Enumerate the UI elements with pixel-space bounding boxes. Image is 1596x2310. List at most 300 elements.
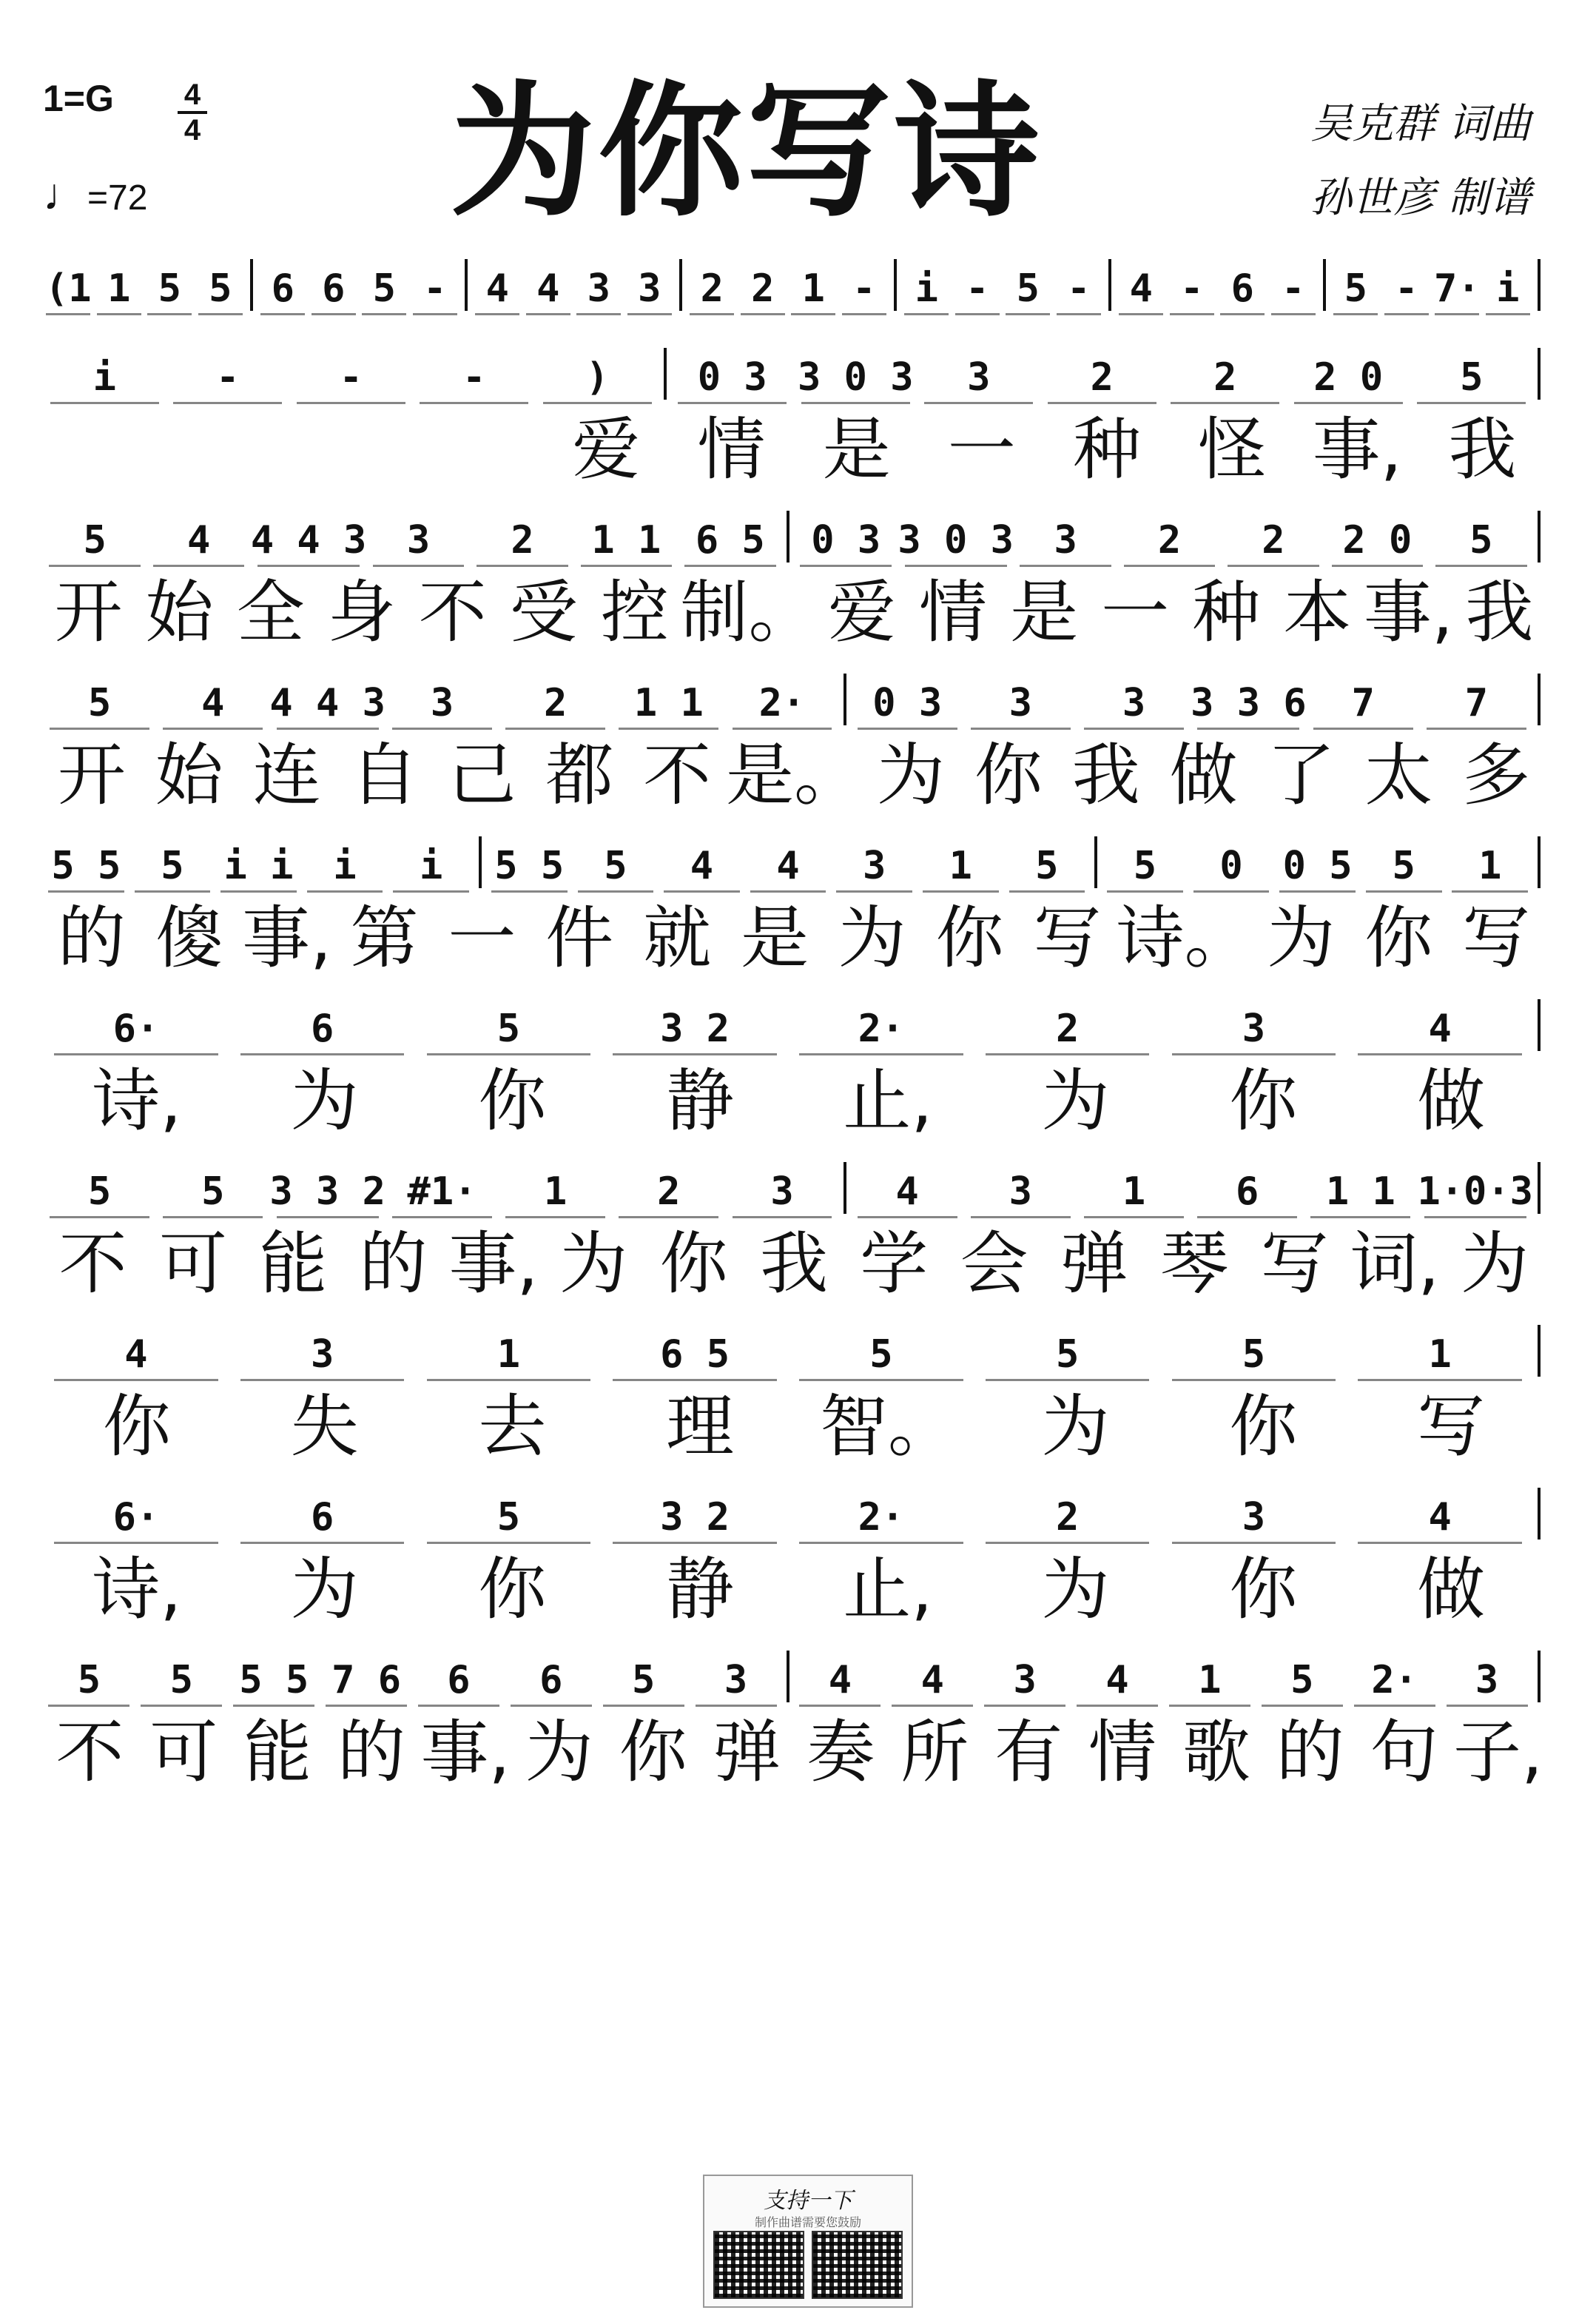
note: 5	[144, 266, 195, 311]
barline	[1094, 836, 1097, 888]
barline	[1538, 1488, 1541, 1540]
note: 5	[573, 844, 659, 888]
lyric-char: 不	[418, 573, 487, 652]
lyric-char: 事,	[1312, 410, 1402, 489]
note: 3	[964, 681, 1077, 725]
lyric-char: 为	[559, 1224, 628, 1303]
lyric-char: 的	[1276, 1713, 1344, 1792]
note: 4	[523, 266, 574, 311]
barline	[787, 1651, 789, 1702]
lyric-char: 本	[1283, 573, 1352, 652]
note: 4	[156, 681, 269, 725]
note: 3	[964, 1169, 1077, 1214]
note: 5	[129, 844, 216, 888]
lyric-char: 太	[1364, 736, 1433, 815]
barline	[894, 259, 897, 311]
note: 3	[624, 266, 676, 311]
note: 3	[385, 681, 499, 725]
lyric-char: 了	[1267, 736, 1336, 815]
notation-line	[43, 1140, 1545, 1214]
notation-line	[43, 651, 1545, 725]
lyric-char: 静	[666, 1061, 735, 1141]
barline	[479, 836, 482, 888]
lyric-char: 为	[876, 736, 945, 815]
lyric-char: 种	[1192, 573, 1261, 652]
notation-line	[43, 1465, 1545, 1540]
note: 3	[831, 844, 917, 888]
barline	[1538, 1162, 1541, 1214]
note: 3	[1441, 1658, 1533, 1702]
note: 5	[974, 1332, 1161, 1377]
note: 2	[471, 518, 574, 563]
lyric-char: 情	[697, 410, 766, 489]
note: 4 4 3	[269, 681, 385, 725]
note: i	[302, 844, 388, 888]
note: 1	[416, 1332, 602, 1377]
lyric-char: 做	[1417, 1550, 1486, 1629]
notation-line	[43, 1628, 1545, 1702]
score-row	[43, 1465, 1545, 1628]
note: 5	[1410, 355, 1534, 400]
note: 3	[979, 1658, 1071, 1702]
note: 2·	[1348, 1658, 1441, 1702]
note: 6·	[43, 1007, 229, 1051]
note: i i	[215, 844, 302, 888]
note: 5	[43, 1169, 156, 1214]
lyric-char: 开	[57, 736, 126, 815]
lyric-char: 是。	[726, 736, 863, 815]
note: 1	[788, 266, 839, 311]
lyric-char: 情	[1088, 1713, 1157, 1792]
note: 6	[257, 266, 309, 311]
note: 5	[597, 1658, 690, 1702]
lyric-char: 你	[102, 1387, 171, 1466]
lyrics-line	[43, 1540, 1545, 1628]
note: 3	[1077, 681, 1191, 725]
lyric-char: 能	[259, 1224, 328, 1303]
notation-line	[43, 488, 1545, 563]
lyric-char: 你	[935, 899, 1004, 978]
lyric-char: 你	[619, 1713, 687, 1792]
lyric-char: 始	[155, 736, 223, 815]
quarter-note-icon: ♩	[43, 169, 87, 219]
lyric-char: 种	[1072, 410, 1141, 489]
lyric-char: 有	[994, 1713, 1063, 1792]
barline	[1538, 259, 1541, 311]
barline	[1108, 259, 1111, 311]
support-qr-card[interactable]	[703, 2175, 913, 2308]
lyric-char: 可	[158, 1224, 227, 1303]
note: 3	[1161, 1007, 1347, 1051]
lyric-char: 写	[1260, 1224, 1329, 1303]
note: 5	[359, 266, 410, 311]
lyric-char: 事,	[1363, 573, 1453, 652]
lyric-char: 是	[1010, 573, 1079, 652]
lyric-char: 的	[337, 1713, 406, 1792]
lyric-char: 的	[359, 1224, 428, 1303]
lyric-char: 为	[290, 1061, 359, 1141]
note: 4	[472, 266, 523, 311]
barline	[1538, 999, 1541, 1051]
note: 1 1	[1304, 1169, 1417, 1214]
note: 0 5	[1274, 844, 1361, 888]
note: 6	[309, 266, 360, 311]
lyric-char: 词,	[1350, 1224, 1440, 1303]
note: 1 1	[574, 518, 678, 563]
lyric-char: 不	[55, 1713, 124, 1792]
lyric-char: 你	[1229, 1061, 1298, 1141]
lyric-char: 你	[1229, 1387, 1298, 1466]
lyrics-line	[43, 1214, 1545, 1303]
note: 3 0 3	[898, 518, 1014, 563]
note: -	[289, 355, 413, 400]
lyric-char: 一	[1101, 573, 1170, 652]
credit-lyrics-music: 吴克群 词曲	[1310, 100, 1531, 148]
lyric-char: 智。	[819, 1387, 956, 1466]
note: 3 2	[602, 1495, 788, 1540]
score-row	[43, 237, 1545, 326]
score-row	[43, 651, 1545, 814]
note: 5	[1361, 844, 1447, 888]
note: 6	[413, 1658, 505, 1702]
note: -	[1381, 266, 1432, 311]
note: 4	[886, 1658, 979, 1702]
lyrics-line	[43, 1051, 1545, 1140]
note: 4	[851, 1169, 964, 1214]
note: 2 0	[1325, 518, 1429, 563]
note: 5	[1256, 1658, 1348, 1702]
lyric-char: 为	[1041, 1550, 1110, 1629]
lyric-char: 诗,	[92, 1061, 182, 1141]
lyric-char: 失	[290, 1387, 359, 1466]
lyric-char: 歌	[1182, 1713, 1250, 1792]
lyric-char: 身	[327, 573, 396, 652]
note: 6	[1191, 1169, 1304, 1214]
note: 7 6	[320, 1658, 413, 1702]
notation-line	[43, 814, 1545, 888]
barline	[1538, 1651, 1541, 1702]
note: #1·	[385, 1169, 499, 1214]
barline	[1538, 348, 1541, 400]
note: 5	[1330, 266, 1381, 311]
note: 0 3	[671, 355, 795, 400]
note: -	[952, 266, 1003, 311]
lyric-char: 傻	[155, 899, 223, 978]
lyric-char: 你	[1229, 1550, 1298, 1629]
note: 5	[1430, 518, 1533, 563]
note: i	[43, 355, 166, 400]
lyric-char: 一	[448, 899, 516, 978]
lyric-char: 子,	[1452, 1713, 1543, 1792]
note: 7	[1307, 681, 1420, 725]
barline	[1538, 674, 1541, 725]
lyric-char: 止,	[843, 1550, 933, 1629]
score-row	[43, 488, 1545, 651]
note: 4	[147, 518, 250, 563]
note: 4	[1347, 1495, 1533, 1540]
time-signature-bottom: 4	[183, 114, 201, 147]
lyric-char: 为	[838, 899, 906, 978]
lyric-char: 你	[478, 1061, 547, 1141]
note: 5	[416, 1007, 602, 1051]
note: 6	[505, 1658, 597, 1702]
note: 5	[788, 1332, 974, 1377]
note: 4	[43, 1332, 229, 1377]
lyric-char: 做	[1169, 736, 1238, 815]
lyric-char: 写	[1033, 899, 1102, 978]
lyric-char: 的	[57, 899, 126, 978]
note: 6·	[43, 1495, 229, 1540]
note: 4	[1347, 1007, 1533, 1051]
note: 2·	[788, 1495, 974, 1540]
lyric-char: 所	[900, 1713, 969, 1792]
note: 1	[1077, 1169, 1191, 1214]
lyric-char: 我	[1448, 410, 1517, 489]
lyrics-line	[43, 1702, 1545, 1791]
note: 6	[229, 1495, 416, 1540]
lyrics-line	[43, 563, 1545, 651]
note: 3 2	[602, 1007, 788, 1051]
note: 4	[1116, 266, 1167, 311]
lyric-char: 我	[1071, 736, 1140, 815]
lyric-char: 你	[478, 1550, 547, 1629]
lyric-char: 做	[1417, 1061, 1486, 1141]
note: 1	[1347, 1332, 1533, 1377]
note: 1	[917, 844, 1004, 888]
note: 2 0	[1287, 355, 1410, 400]
note: 5	[135, 1658, 228, 1702]
lyric-char: 是	[740, 899, 809, 978]
lyric-char: 琴	[1160, 1224, 1229, 1303]
lyric-char: 弹	[713, 1713, 781, 1792]
lyric-char: 怪	[1198, 410, 1267, 489]
note: 2	[1117, 518, 1221, 563]
lyric-char: 多	[1462, 736, 1531, 815]
note: 2	[974, 1495, 1161, 1540]
note: 5	[43, 518, 147, 563]
barline	[844, 674, 846, 725]
note: 5	[43, 1658, 135, 1702]
lyric-char: 止,	[843, 1061, 933, 1141]
lyric-char: 为	[1267, 899, 1336, 978]
note: 3	[366, 518, 470, 563]
barline	[1538, 511, 1541, 563]
lyric-char: 你	[1364, 899, 1433, 978]
note: 5	[156, 1169, 269, 1214]
note: 3	[573, 266, 624, 311]
lyric-char: 都	[545, 736, 614, 815]
key-signature: 1=G	[43, 78, 114, 119]
note: 2	[974, 1007, 1161, 1051]
lyric-char: 连	[252, 736, 321, 815]
note: 1	[1164, 1658, 1256, 1702]
note: -	[839, 266, 890, 311]
score-row	[43, 1628, 1545, 1791]
note: 4 4 3	[250, 518, 367, 563]
score-body	[43, 237, 1545, 1791]
lyric-char: 不	[58, 1224, 127, 1303]
lyric-char: 静	[666, 1550, 735, 1629]
lyric-char: 句	[1370, 1713, 1438, 1792]
score-row	[43, 326, 1545, 488]
support-subtitle: 制作曲谱需要您鼓励	[754, 2215, 861, 2229]
lyrics-line	[43, 725, 1545, 814]
lyric-char: 爱	[572, 410, 641, 489]
note: 5 5	[43, 844, 129, 888]
lyric-char: 爱	[827, 573, 896, 652]
note: 6 5	[602, 1332, 788, 1377]
notation-line	[43, 1303, 1545, 1377]
barline	[250, 259, 253, 311]
note: 4	[745, 844, 832, 888]
lyric-char: 事,	[242, 899, 332, 978]
barline	[465, 259, 468, 311]
note: 5	[1161, 1332, 1347, 1377]
lyric-char: 我	[759, 1224, 828, 1303]
lyric-char: 不	[643, 736, 712, 815]
support-title: 支持一下	[764, 2188, 852, 2214]
time-signature-top: 4	[183, 78, 201, 111]
note: 3 0 3	[794, 355, 917, 400]
barline	[1538, 1325, 1541, 1377]
lyric-char: 就	[643, 899, 712, 978]
lyric-char: 理	[666, 1387, 735, 1466]
tempo-value: =72	[87, 178, 148, 218]
lyric-char: 我	[1465, 573, 1534, 652]
lyric-char: 诗。	[1116, 899, 1253, 978]
notation-line	[43, 977, 1545, 1051]
lyric-char: 你	[974, 736, 1043, 815]
barline	[844, 1162, 846, 1214]
note: 1	[499, 1169, 612, 1214]
lyrics-line	[43, 1377, 1545, 1465]
note: -	[1268, 266, 1319, 311]
note: 2·	[788, 1007, 974, 1051]
lyric-char: 是	[822, 410, 891, 489]
note: 1·0·3	[1417, 1169, 1533, 1214]
lyric-char: 自	[350, 736, 419, 815]
note: 4	[794, 1658, 886, 1702]
lyric-char: 能	[243, 1713, 312, 1792]
lyric-char: 诗,	[92, 1550, 182, 1629]
note: -	[166, 355, 290, 400]
lyric-char: 为	[525, 1713, 593, 1792]
lyric-char: 为	[290, 1550, 359, 1629]
note: 1	[94, 266, 145, 311]
note: 6	[229, 1007, 416, 1051]
note: 3	[917, 355, 1041, 400]
barline	[664, 348, 667, 400]
lyric-char: 奏	[807, 1713, 875, 1792]
lyric-char: 始	[145, 573, 214, 652]
note: (1	[43, 266, 94, 311]
note: i	[388, 844, 474, 888]
note: 3	[1014, 518, 1117, 563]
note: 5 5	[228, 1658, 320, 1702]
note: 5 5	[486, 844, 573, 888]
note: 7·	[1432, 266, 1483, 311]
song-title: 为你写诗	[450, 68, 1043, 237]
lyric-char: 全	[236, 573, 305, 652]
note: 3 3 2	[269, 1169, 385, 1214]
lyric-char: 你	[659, 1224, 728, 1303]
note: 6	[1217, 266, 1268, 311]
barline	[1323, 259, 1326, 311]
note: -	[1167, 266, 1218, 311]
lyric-char: 为	[1461, 1224, 1529, 1303]
barline	[787, 511, 789, 563]
lyric-char: 第	[350, 899, 419, 978]
note: i	[1483, 266, 1534, 311]
note: )	[536, 355, 659, 400]
lyric-char: 开	[54, 573, 123, 652]
lyric-char: 受	[509, 573, 578, 652]
lyric-char: 会	[960, 1224, 1028, 1303]
lyrics-line	[43, 888, 1545, 977]
note: -	[410, 266, 461, 311]
note: 0 3	[794, 518, 898, 563]
notation-line	[43, 237, 1545, 311]
lyric-char: 控	[600, 573, 669, 652]
notation-line	[43, 326, 1545, 400]
lyric-char: 写	[1417, 1387, 1486, 1466]
lyric-char: 弹	[1060, 1224, 1128, 1303]
score-row	[43, 977, 1545, 1140]
note: 0	[1188, 844, 1275, 888]
note: 1	[1447, 844, 1534, 888]
note: 5	[1004, 844, 1091, 888]
note: 2	[612, 1169, 725, 1214]
note: 3	[725, 1169, 838, 1214]
note: 2	[1222, 518, 1325, 563]
lyrics-line	[43, 400, 1545, 488]
note: 2	[1164, 355, 1287, 400]
note: 4	[659, 844, 745, 888]
lyric-char: 写	[1462, 899, 1531, 978]
note: 3	[229, 1332, 416, 1377]
lyric-char: 为	[1041, 1387, 1110, 1466]
note: 2	[738, 266, 789, 311]
lyric-char: 可	[149, 1713, 218, 1792]
lyric-char: 去	[478, 1387, 547, 1466]
note: 3	[690, 1658, 782, 1702]
note: 5	[1003, 266, 1054, 311]
lyric-char: 件	[545, 899, 614, 978]
note: 4	[1071, 1658, 1164, 1702]
note: 2	[687, 266, 738, 311]
note: 5	[1102, 844, 1188, 888]
lyric-char: 学	[860, 1224, 929, 1303]
lyric-char: 事,	[420, 1713, 511, 1792]
note: 0 3	[851, 681, 964, 725]
lyric-char: 情	[919, 573, 988, 652]
note: 2	[499, 681, 612, 725]
lyric-char: 一	[947, 410, 1016, 489]
note: 5	[416, 1495, 602, 1540]
note: 5	[43, 681, 156, 725]
lyric-char: 己	[448, 736, 516, 815]
qr-codes	[713, 2231, 903, 2299]
note: 1 1	[612, 681, 725, 725]
note: 2	[1040, 355, 1164, 400]
note: 7	[1420, 681, 1533, 725]
note: -	[1054, 266, 1105, 311]
note: 5	[195, 266, 246, 311]
score-row	[43, 814, 1545, 977]
lyric-char: 为	[1041, 1061, 1110, 1141]
note: 2·	[725, 681, 838, 725]
score-row	[43, 1140, 1545, 1303]
